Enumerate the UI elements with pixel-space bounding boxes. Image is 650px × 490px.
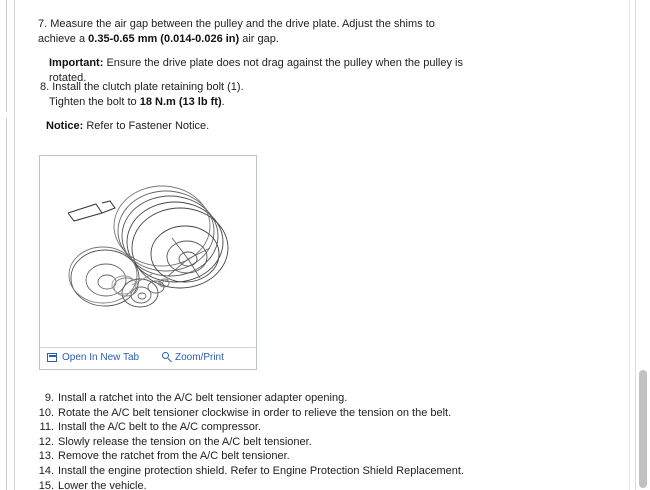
figure-container — [39, 155, 257, 370]
list-item — [38, 406, 468, 421]
notice-label: Notice: — [46, 120, 84, 132]
step-11-text: Install the A/C belt to the A/C compressor. — [58, 421, 261, 434]
step-8-torque-line — [49, 95, 469, 110]
notice-text: Refer to Fastener Notice. — [83, 120, 210, 132]
step-8-line2-b: . — [221, 96, 225, 108]
open-in-new-tab-link[interactable]: Open In New Tab — [62, 352, 140, 363]
step-8-torque-value: 18 N.m (13 lb ft) — [139, 96, 222, 108]
list-item — [38, 464, 468, 479]
step-13-text: Remove the ratchet from the A/C belt tensioner. — [58, 450, 290, 463]
step-7-number: 7. — [38, 18, 48, 30]
step-13-number: 13. — [38, 450, 54, 463]
scrollbar-thumb[interactable] — [639, 370, 647, 488]
notice-line — [46, 119, 466, 134]
step-8-text: Install the clutch plate retaining bolt (1). — [52, 81, 244, 93]
steps-list-bottom — [38, 391, 468, 490]
step-9-text: Install a ratchet into the A/C belt tensioner adapter opening. — [58, 392, 348, 404]
step-15-text: Lower the vehicle. — [58, 479, 147, 490]
step-8 — [40, 80, 460, 95]
figure-image — [40, 156, 256, 341]
step-14-text: Install the engine protection shield. Refer to Engine Protection Shield Replacement. — [58, 464, 465, 477]
step-9-number: 9. — [44, 392, 54, 404]
left-gutter — [0, 0, 15, 490]
step-8-line2-a: Tighten the bolt to — [49, 96, 140, 108]
list-item — [38, 479, 468, 490]
left-gutter-rule-top — [6, 0, 7, 112]
step-7-text-b: air gap. — [239, 33, 279, 45]
list-item — [38, 449, 468, 464]
vertical-scrollbar[interactable] — [635, 0, 650, 490]
figure-action-bar — [40, 347, 256, 369]
step-10-text: Rotate the A/C belt tensioner clockwise in order to relieve the tension on the belt. — [58, 406, 452, 419]
step-12-number: 12. — [38, 435, 54, 448]
important-text: Ensure the drive plate does not drag against the pulley when the pulley is rotated. — [49, 57, 463, 84]
list-item — [38, 391, 468, 406]
open-in-new-tab-icon — [47, 353, 57, 362]
left-gutter-rule-bottom — [6, 118, 7, 490]
step-11-number: 11. — [39, 421, 54, 434]
document-content — [16, 0, 628, 490]
magnifier-icon — [162, 352, 173, 363]
step-15-number: 15. — [38, 479, 54, 490]
step-7-text-a: Measure the air gap between the pulley and the drive plate. Adjust the shims to achieve a — [38, 18, 435, 45]
important-label: Important: — [49, 57, 104, 69]
step-7 — [38, 17, 438, 47]
zoom-print-link[interactable]: Zoom/Print — [175, 352, 224, 363]
step-7-bold-value: 0.35-0.65 mm (0.014-0.026 in) — [88, 33, 240, 45]
step-14-number: 14. — [38, 464, 54, 477]
list-item — [38, 420, 468, 435]
step-10-number: 10. — [38, 406, 54, 419]
step-12-text: Slowly release the tension on the A/C belt tensioner. — [58, 435, 312, 448]
list-item — [38, 435, 468, 450]
step-8-number: 8. — [40, 81, 50, 93]
